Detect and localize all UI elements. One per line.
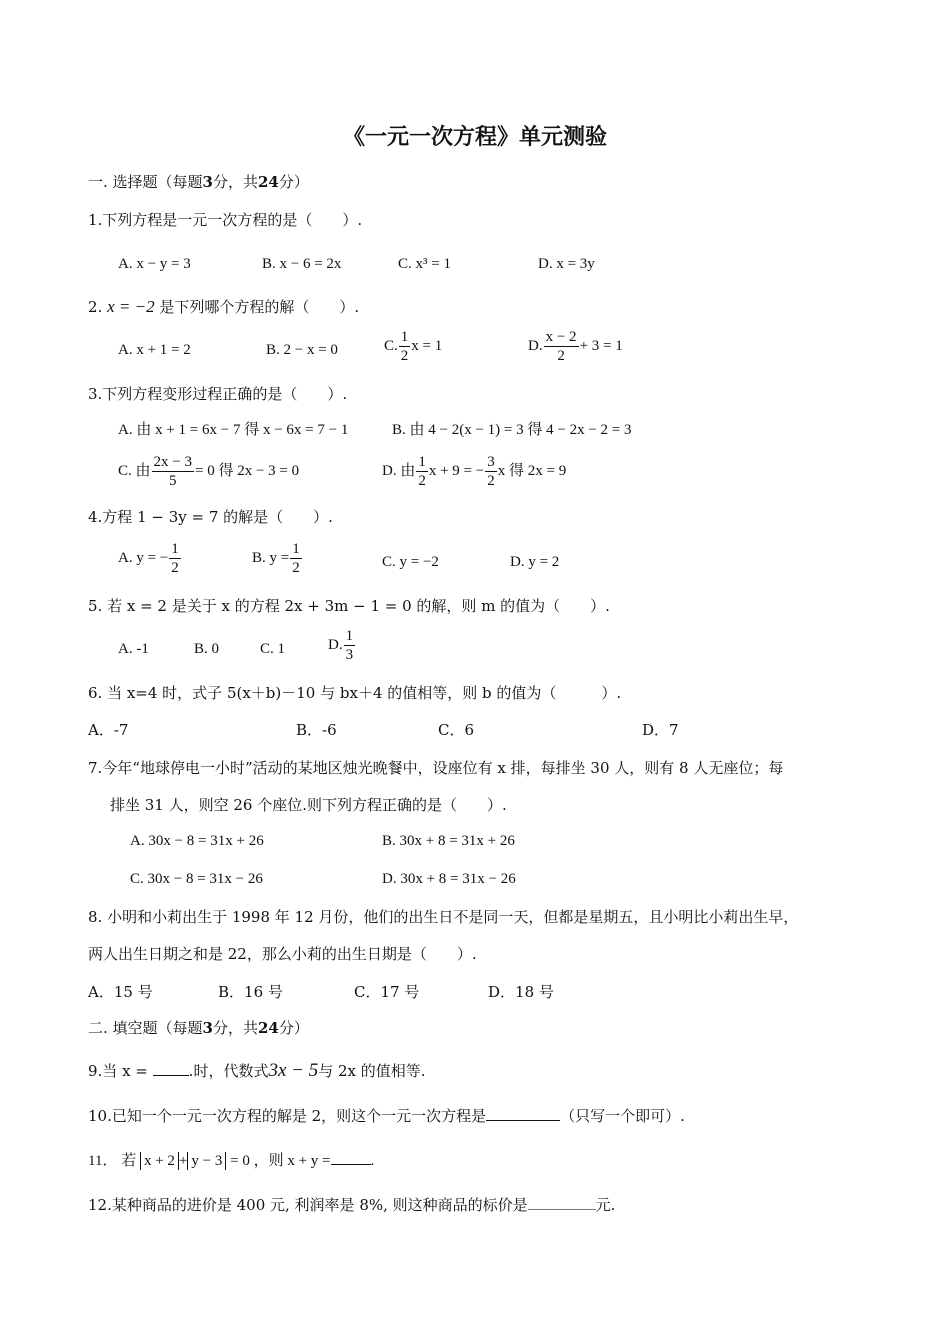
section-label-end: 分） (278, 173, 309, 191)
question-9-math: 3x − 5 (268, 1060, 319, 1081)
fraction-denominator: 2 (292, 560, 300, 576)
fraction (544, 328, 579, 365)
question-2-option-c (384, 328, 442, 365)
answer-blank[interactable] (486, 1106, 560, 1121)
absolute-value: y − 3 (187, 1152, 226, 1170)
question-5-option-b: B. 0 (194, 641, 220, 657)
question-10-text: 10.已知一个一元一次方程的解是 2，则这个一元一次方程是 (88, 1107, 487, 1125)
fraction (399, 328, 411, 365)
page-title: 《一元一次方程》单元测验 (342, 125, 607, 150)
plus-sign: + (178, 1153, 188, 1169)
question-7-stem-line2: 排坐 31 人，则空 26 个座位.则下列方程正确的是（ ）. (110, 796, 507, 814)
section-points: 3 (202, 1019, 213, 1037)
question-2-number: 2. (88, 298, 103, 316)
question-5-option-c: C. 1 (260, 641, 286, 657)
fraction-numerator: x − 2 (545, 329, 577, 345)
option-letter: D. (328, 636, 343, 653)
answer-blank[interactable] (331, 1150, 371, 1165)
option-letter: D. 由 (382, 462, 416, 479)
option-letter: A. y = − (118, 549, 169, 566)
question-5-stem: 5. 若 x = 2 是关于 x 的方程 2x + 3m − 1 = 0 的解，则 m 的值为（ ）. (88, 597, 610, 615)
fraction-numerator: 3 (487, 454, 495, 470)
option-rest: x = 1 (411, 337, 443, 354)
question-1-option-d: D. x = 3y (538, 256, 595, 272)
fraction-denominator: 5 (169, 473, 177, 489)
question-6-option-c: C．6 (438, 721, 475, 739)
question-6-option-b: B．-6 (296, 721, 337, 739)
question-7-option-d: D. 30x + 8 = 31x − 26 (382, 871, 516, 887)
question-12-text-end: 元. (595, 1196, 616, 1214)
section-label: 二. 填空题（每题 (88, 1019, 203, 1037)
fraction-denominator: 2 (557, 348, 565, 364)
question-5-option-d (328, 627, 356, 664)
section-total: 24 (258, 1019, 279, 1037)
option-rest: = 0 得 2x − 3 = 0 (194, 462, 300, 479)
fraction-numerator: 1 (171, 541, 179, 557)
fraction (344, 627, 356, 664)
question-2-option-b: B. 2 − x = 0 (266, 342, 338, 358)
answer-blank[interactable] (528, 1195, 596, 1210)
question-4-stem: 4.方程 1 − 3y = 7 的解是（ ）. (88, 508, 333, 526)
answer-blank[interactable] (153, 1061, 189, 1076)
fraction-denominator: 3 (345, 647, 354, 663)
section-label-mid: 分，共 (212, 173, 258, 191)
question-8-option-c: C．17 号 (354, 983, 420, 1001)
question-10-text-end: （只写一个即可）. (560, 1107, 685, 1125)
question-12-text: 12.某种商品的进价是 400 元, 利润率是 8%, 则这种商品的标价是 (88, 1196, 528, 1214)
question-11-text-mid: = 0 ，则 x + y = (230, 1153, 331, 1169)
fraction-numerator: 1 (418, 454, 426, 470)
fraction-denominator: 2 (418, 473, 426, 489)
fraction-denominator: 2 (487, 473, 495, 489)
question-11 (88, 1150, 374, 1171)
question-11-text-end: . (370, 1153, 375, 1169)
fraction-denominator: 2 (171, 560, 179, 576)
question-9 (88, 1061, 426, 1081)
question-1-stem: 1.下列方程是一元一次方程的是（ ）. (88, 211, 363, 229)
question-8-option-b: B．16 号 (218, 983, 283, 1001)
section-label-end: 分） (278, 1019, 309, 1037)
question-11-text: 11． 若 (88, 1153, 137, 1169)
question-1-option-a: A. x − y = 3 (118, 256, 191, 272)
question-7-option-b: B. 30x + 8 = 31x + 26 (382, 833, 515, 849)
fraction (416, 453, 428, 490)
question-6-option-a: A．-7 (88, 721, 129, 739)
question-5-option-a: A. -1 (118, 641, 149, 657)
section-heading-choice (88, 172, 309, 192)
question-9-text-end: 与 2x 的值相等. (318, 1062, 426, 1080)
option-letter: D. (528, 337, 543, 354)
option-letter: C. (384, 337, 398, 354)
question-3-option-d (382, 453, 566, 490)
question-1-option-c: C. x³ = 1 (398, 256, 451, 272)
option-rest: + 3 = 1 (579, 337, 623, 354)
question-4-option-a (118, 540, 182, 577)
question-1-option-b: B. x − 6 = 2x (262, 256, 342, 272)
question-3-option-a: A. 由 x + 1 = 6x − 7 得 x − 6x = 7 − 1 (118, 422, 349, 438)
question-7-option-c: C. 30x − 8 = 31x − 26 (130, 871, 263, 887)
question-10 (88, 1106, 685, 1126)
section-label-mid: 分，共 (212, 1019, 258, 1037)
question-3-stem: 3.下列方程变形过程正确的是（ ）. (88, 385, 348, 403)
option-middle: x + 9 = − (428, 462, 485, 479)
question-8-option-d: D．18 号 (488, 983, 554, 1001)
question-3-option-c (118, 453, 299, 490)
question-4-option-b (252, 540, 303, 577)
question-8-stem-line1: 8. 小明和小莉出生于 1998 年 12 月份，他们的出生日不是同一天，但都是星期五，且小明比小莉出生早， (88, 908, 799, 926)
question-8-option-a: A．15 号 (88, 983, 153, 1001)
fraction (169, 540, 181, 577)
option-letter: B. y = (252, 549, 290, 566)
question-2-option-a: A. x + 1 = 2 (118, 342, 191, 358)
fraction-numerator: 1 (400, 329, 409, 345)
fraction-numerator: 1 (292, 541, 300, 557)
option-letter: C. 由 (118, 462, 151, 479)
section-label: 一. 选择题（每题 (88, 173, 203, 191)
fraction (485, 453, 497, 490)
question-9-text-mid: .时，代数式 (188, 1062, 269, 1080)
fraction (290, 540, 302, 577)
question-8-stem-line2: 两人出生日期之和是 22，那么小莉的出生日期是（ ）. (88, 945, 477, 963)
question-4-option-c: C. y = −2 (382, 554, 439, 570)
question-12 (88, 1195, 615, 1215)
fraction (152, 453, 194, 490)
question-4-option-d: D. y = 2 (510, 554, 560, 570)
question-2-option-d (528, 328, 623, 365)
absolute-value: x + 2 (140, 1152, 179, 1170)
section-total: 24 (258, 173, 279, 191)
fraction-numerator: 1 (345, 628, 354, 644)
fraction-denominator: 2 (400, 348, 409, 364)
fraction-numerator: 2x − 3 (153, 454, 192, 470)
question-9-text: 9.当 x = (88, 1062, 148, 1080)
question-2-text: 是下列哪个方程的解（ ）. (159, 298, 360, 316)
question-3-option-b: B. 由 4 − 2(x − 1) = 3 得 4 − 2x − 2 = 3 (392, 422, 632, 438)
question-7-stem-line1: 7.今年“地球停电一小时”活动的某地区烛光晚餐中，设座位有 x 排，每排坐 30 人，则有 8 人无座位；每 (88, 759, 784, 777)
option-rest: x 得 2x = 9 (497, 462, 567, 479)
question-2-math: x = −2 (107, 297, 155, 316)
section-heading-fill (88, 1018, 309, 1038)
question-7-option-a: A. 30x − 8 = 31x + 26 (130, 833, 264, 849)
question-6-stem: 6. 当 x=4 时，式子 5(x＋b)－10 与 bx＋4 的值相等，则 b 的值为（ ）. (88, 684, 622, 702)
question-6-option-d: D．7 (642, 721, 679, 739)
section-points: 3 (202, 173, 213, 191)
question-2-stem (88, 297, 359, 317)
